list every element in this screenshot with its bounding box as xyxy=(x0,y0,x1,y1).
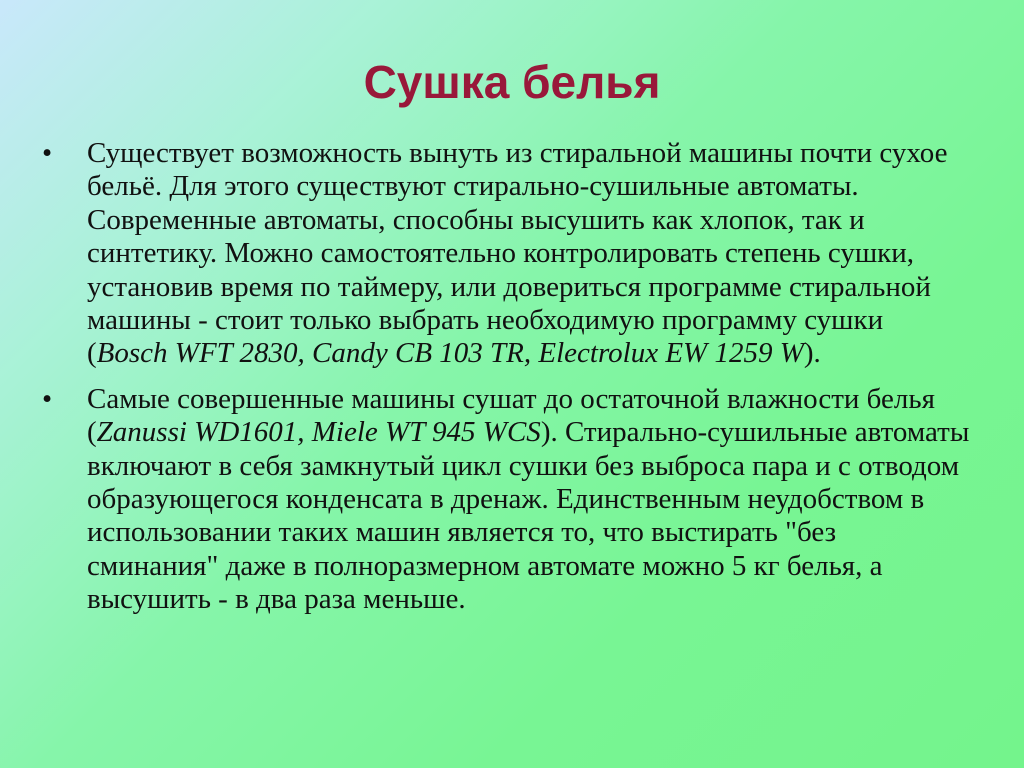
slide-title: Сушка белья xyxy=(363,56,661,108)
bullet-list xyxy=(40,137,970,629)
bullet-dot-icon: • xyxy=(42,137,53,169)
bullet-text-end: ). xyxy=(803,337,821,370)
bullet-item-advanced-machines xyxy=(40,383,970,617)
bullet-text-start: Существует возможность вынуть из стиральной машины почти сухое бельё. Для этого существуют стирально-сушильные автоматы. Современные автоматы, способны высушить как хлопок, так и синтетику. Можно самостоятельно контролировать степень сушки, установив время по таймеру, или довериться программе стиральной машины - стоит только выбрать необходимую программу сушки ( xyxy=(87,137,948,370)
model-names: Zanussi WD1601, Miele WT 945 WCS xyxy=(96,416,541,449)
bullet-text-start: Самые совершенные машины сушат до остаточной влажности белья ( xyxy=(87,382,935,449)
bullet-dot-icon: • xyxy=(42,382,53,415)
bullet-text-end: ). Стирально-сушильные автоматы включают в себя замкнутый цикл сушки без выброса пара и с отводом образующегося конденсата в дренаж. Единственным неудобством в использовании таких машин является то, что выстирать "без сминания" даже в полноразмерном автомате можно 5 кг белья, а высушить - в два раза меньше. xyxy=(87,416,970,616)
model-names: Bosch WFT 2830, Candy CB 103 TR, Electrolux EW 1259 W xyxy=(96,337,804,370)
bullet-item-drying-options xyxy=(40,137,970,371)
